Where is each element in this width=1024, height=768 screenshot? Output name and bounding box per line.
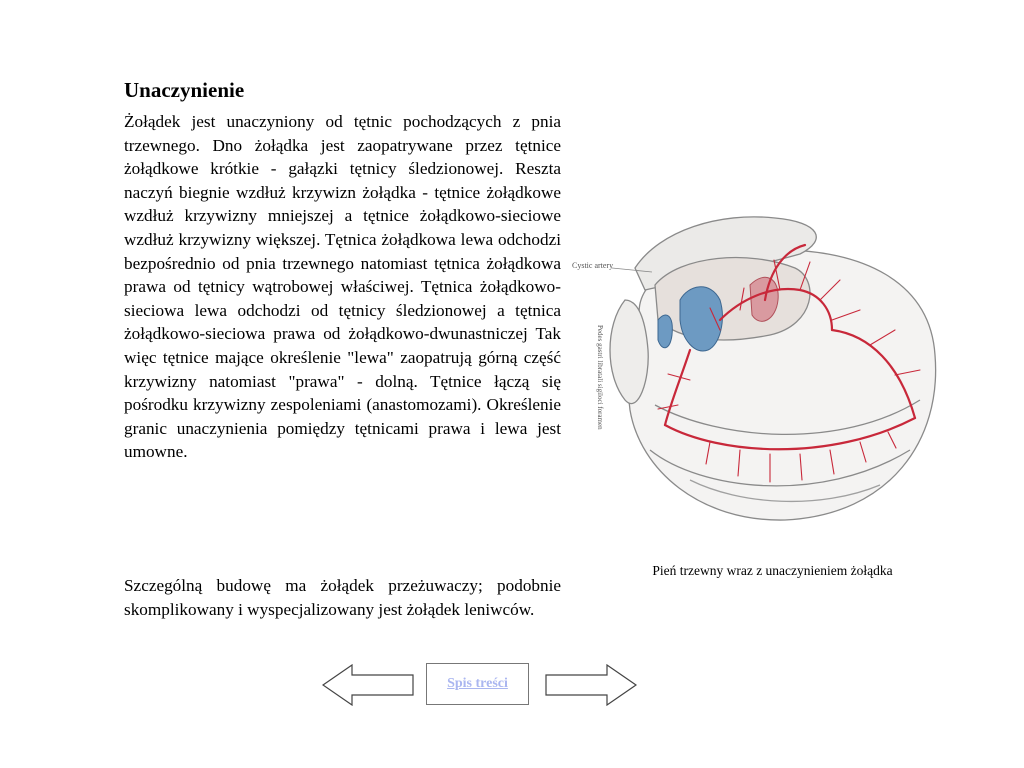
next-page-button[interactable] xyxy=(545,664,637,706)
paragraph-ruminant-stomach: Szczególną budowę ma żołądek przeżuwaczy; podobnie skomplikowany i wyspecjalizowany jest żołądek leniwców. xyxy=(124,576,561,619)
stomach-arteries-illustration xyxy=(570,150,970,530)
annotation-label-1: Cystic artery xyxy=(572,261,614,270)
previous-page-button[interactable] xyxy=(322,664,414,706)
paragraph-vascular-supply: Żołądek jest unaczyniony od tętnic pochodzących z pnia trzewnego. Dno żołądka jest zaopatrywane przez tętnice żołądkowe krótkie - gałązki tętnicy śledzionowej. Reszta naczyń biegnie wzdłuż krzywizn żołądka - tętnice żołądkowe wzdłuż krzywizny mniejszej a tętnice żołądkowo-sieciowe wzdłuż krzywizny większej. Tętnica żołądkowa lewa odchodzi bezpośrednio od pnia trzewnego natomiast tętnica żołądkowa prawa od tętnicy wątrobowej właściwej. Tętnica żołądkowo-sieciowa lewa odchodzi od tętnicy śledzionowej a tętnica żołądkowo-sieciowa prawa od żołądkowo-dwunastniczej Tak więc tętnice mające określenie "lewa" zaopatrują górną część krzywizny natomiast "prawa" - dolną. Tętnice łączą się pośrodku krzywizny zespoleniami (anastomozami). Określenie granic unaczynienia pomiędzy tętnicami prawa i lewa jest umowne. xyxy=(124,112,561,462)
left-arrow-icon xyxy=(323,665,413,705)
annotation-label-2: Pedes gastri libratali sigiloci foramen xyxy=(596,325,604,430)
right-arrow-icon xyxy=(546,665,636,705)
inner-cavity xyxy=(655,258,810,340)
table-of-contents-link[interactable]: Spis treści xyxy=(447,676,508,691)
section-heading: Unaczynienie xyxy=(124,78,245,102)
figure-caption: Pień trzewny wraz z unaczynieniem żołądka xyxy=(652,563,893,578)
toc-button-frame[interactable] xyxy=(426,663,529,705)
